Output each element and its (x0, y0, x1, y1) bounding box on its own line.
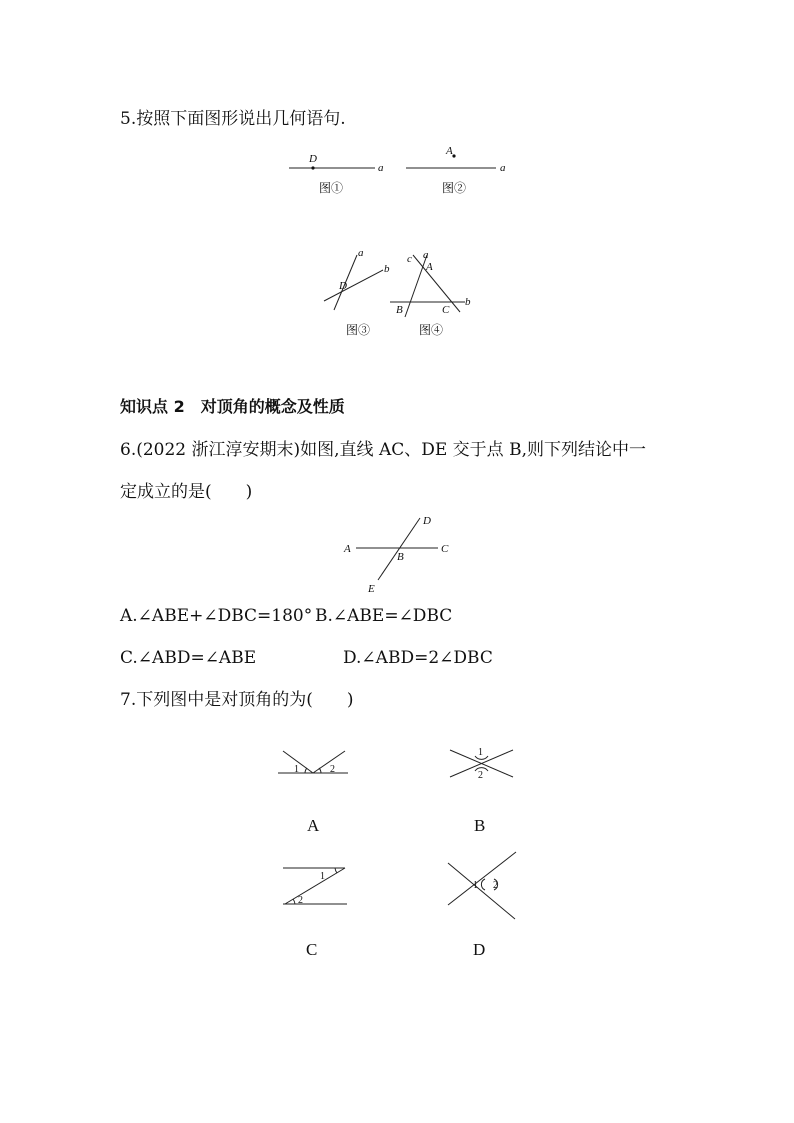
q7d-angle1: 1 (473, 880, 478, 891)
q6-option-b[interactable]: B.∠ABE=∠DBC (315, 606, 453, 626)
q7d-angle2: 2 (493, 880, 498, 891)
q6-label-C: C (441, 543, 449, 555)
q7d-label: D (473, 940, 486, 959)
q6-label-E: E (368, 583, 375, 595)
q7-figure-a[interactable] (275, 745, 355, 840)
q7-figure-d[interactable] (440, 848, 525, 960)
q6-option-d[interactable]: D.∠ABD=2∠DBC (343, 648, 493, 668)
fig1-line-label: a (378, 162, 384, 174)
q7b-label: B (474, 816, 486, 835)
q7a-label: A (307, 816, 320, 835)
q6-option-c[interactable]: C.∠ABD=∠ABE (120, 648, 257, 668)
fig4-A-label: A (426, 261, 433, 273)
fig3-caption: 图③ (346, 323, 371, 337)
q7c-angle1: 1 (320, 871, 325, 882)
q5-text: 5.按照下面图形说出几何语句. (120, 109, 346, 129)
fig1-point-label: D (309, 153, 317, 165)
fig4-b-label: b (465, 296, 471, 308)
fig4-caption: 图④ (419, 323, 444, 337)
fig1-caption: 图① (319, 181, 344, 195)
q7b-angle1: 1 (478, 747, 483, 758)
q6-diagram (340, 510, 460, 600)
fig4-diagram (385, 245, 485, 340)
fig4-a-label: a (423, 249, 429, 261)
q7-figure-c[interactable] (275, 865, 355, 960)
q7a-angle1: 1 (294, 764, 299, 775)
fig4-C-label: C (442, 304, 450, 316)
fig3-point-label: D (339, 280, 347, 292)
q7a-angle2: 2 (330, 764, 335, 775)
q6-line1: 6.(2022 浙江淳安期末)如图,直线 AC、DE 交于点 B,则下列结论中一 (120, 440, 646, 460)
q7-figure-b[interactable] (445, 740, 525, 840)
fig1-diagram (285, 150, 395, 200)
section-heading: 知识点 2 对顶角的概念及性质 (120, 397, 345, 416)
fig4-B-label: B (396, 304, 403, 316)
fig2-caption: 图② (442, 181, 467, 195)
fig2-diagram (400, 140, 515, 200)
q7c-angle2: 2 (298, 895, 303, 906)
q6-label-A: A (344, 543, 351, 555)
q6-label-B: B (397, 551, 404, 563)
fig3-line-b-label: b (384, 263, 390, 275)
q6-option-a[interactable]: A.∠ABE+∠DBC=180° (120, 606, 313, 626)
q7b-angle2: 2 (478, 770, 483, 781)
fig3-line-a-label: a (358, 247, 364, 259)
fig4-c-label: c (407, 253, 412, 265)
fig2-point-label: A (446, 145, 453, 157)
q6-label-D: D (423, 515, 431, 527)
fig2-line-label: a (500, 162, 506, 174)
q7-text: 7.下列图中是对顶角的为( ) (120, 690, 354, 710)
q6-line2: 定成立的是( ) (120, 482, 253, 502)
q7c-label: C (306, 940, 318, 959)
